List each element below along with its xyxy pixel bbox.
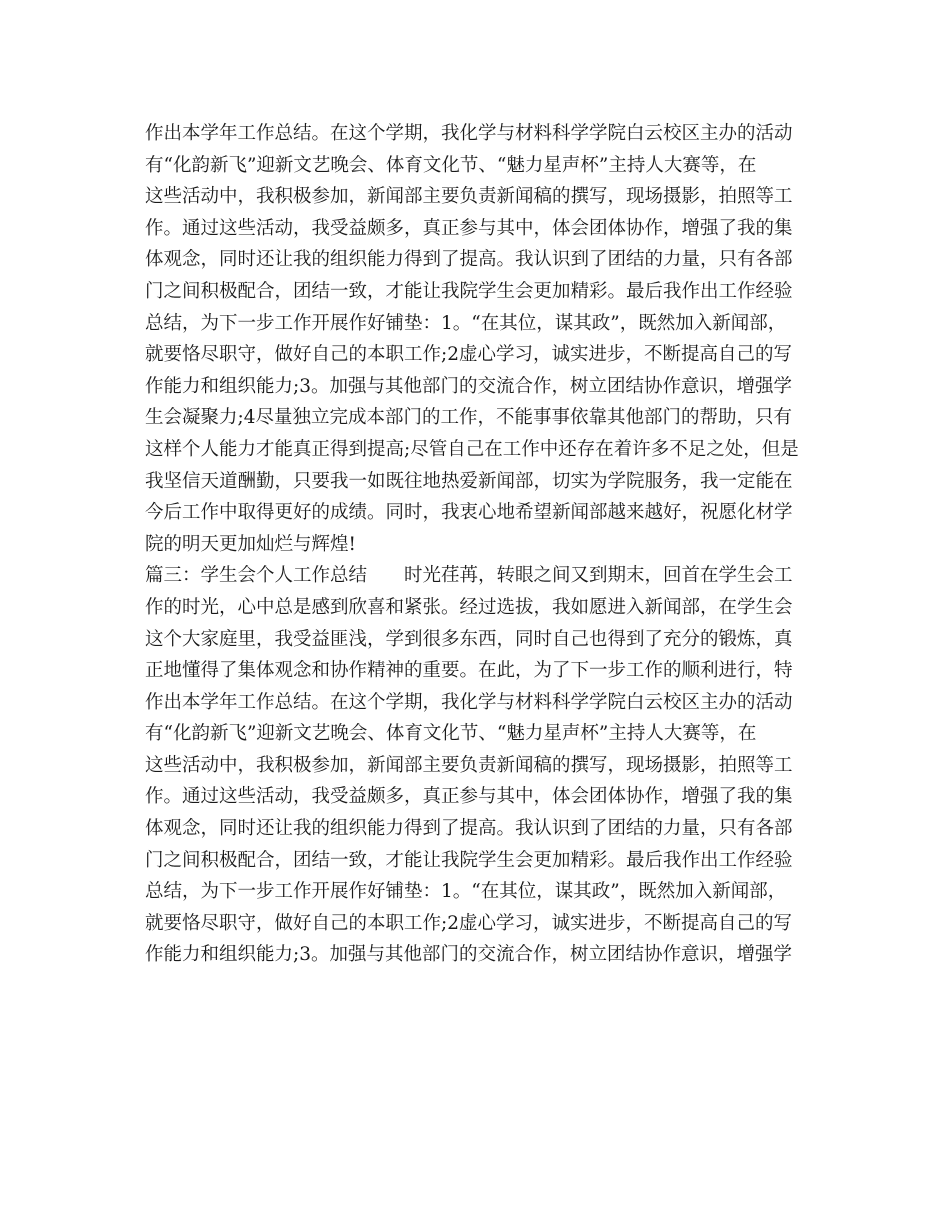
- text-line: 有“化韵新飞”迎新文艺晚会、体育文化节、“魅力星声杯”主持人大赛等，在: [145, 154, 757, 176]
- section-heading-line: 篇三：学生会个人工作总结 时光荏苒，转眼之间又到期末，回首在学生会工: [145, 565, 793, 587]
- text-line: 总结，为下一步工作开展作好铺垫：1。“在其位，谋其政”，既然加入新闻部，: [145, 881, 787, 903]
- text-line: 我坚信天道酬勤，只要我一如既往地热爱新闻部，切实为学院服务，我一定能在: [145, 470, 793, 492]
- text-line: 生会凝聚力;4尽量独立完成本部门的工作，不能事事依靠其他部门的帮助，只有: [145, 407, 793, 429]
- text-line: 作能力和组织能力;3。加强与其他部门的交流合作，树立团结协作意识，增强学: [145, 375, 793, 397]
- text-line: 门之间积极配合，团结一致，才能让我院学生会更加精彩。最后我作出工作经验: [145, 280, 793, 302]
- text-line: 就要恪尽职守，做好自己的本职工作;2虚心学习，诚实进步，不断提高自己的写: [145, 344, 793, 366]
- text-line: 体观念，同时还让我的组织能力得到了提高。我认识到了团结的力量，只有各部: [145, 249, 793, 271]
- text-line: 体观念，同时还让我的组织能力得到了提高。我认识到了团结的力量，只有各部: [145, 818, 793, 840]
- text-line: 正地懂得了集体观念和协作精神的重要。在此，为了下一步工作的顺利进行，特: [145, 660, 793, 682]
- text-line: 院的明天更加灿烂与辉煌!: [145, 533, 356, 555]
- text-line: 这些活动中，我积极参加，新闻部主要负责新闻稿的撰写，现场摄影，拍照等工: [145, 186, 793, 208]
- body-text: [145, 118, 815, 971]
- text-line: 这些活动中，我积极参加，新闻部主要负责新闻稿的撰写，现场摄影，拍照等工: [145, 754, 793, 776]
- text-line: 这个大家庭里，我受益匪浅，学到很多东西，同时自己也得到了充分的锻炼，真: [145, 628, 793, 650]
- text-line: 作。通过这些活动，我受益颇多，真正参与其中，体会团体协作，增强了我的集: [145, 217, 793, 239]
- text-line: 作的时光，心中总是感到欣喜和紧张。经过选拔，我如愿进入新闻部，在学生会: [145, 596, 793, 618]
- text-line: 作出本学年工作总结。在这个学期，我化学与材料科学学院白云校区主办的活动: [145, 123, 793, 144]
- text-line: 今后工作中取得更好的成绩。同时，我衷心地希望新闻部越来越好，祝愿化材学: [145, 502, 793, 524]
- text-line: 有“化韵新飞”迎新文艺晚会、体育文化节、“魅力星声杯”主持人大赛等，在: [145, 723, 757, 745]
- text-line: 总结，为下一步工作开展作好铺垫：1。“在其位，谋其政”，既然加入新闻部，: [145, 312, 787, 334]
- text-line: 作能力和组织能力;3。加强与其他部门的交流合作，树立团结协作意识，增强学: [145, 944, 793, 966]
- text-line: 门之间积极配合，团结一致，才能让我院学生会更加精彩。最后我作出工作经验: [145, 849, 793, 871]
- text-line: 这样个人能力才能真正得到提高;尽管自己在工作中还存在着许多不足之处，但是: [145, 438, 799, 460]
- text-line: 作出本学年工作总结。在这个学期，我化学与材料科学学院白云校区主办的活动: [145, 691, 793, 713]
- text-line: 就要恪尽职守，做好自己的本职工作;2虚心学习，诚实进步，不断提高自己的写: [145, 912, 793, 934]
- text-line: 作。通过这些活动，我受益颇多，真正参与其中，体会团体协作，增强了我的集: [145, 786, 793, 808]
